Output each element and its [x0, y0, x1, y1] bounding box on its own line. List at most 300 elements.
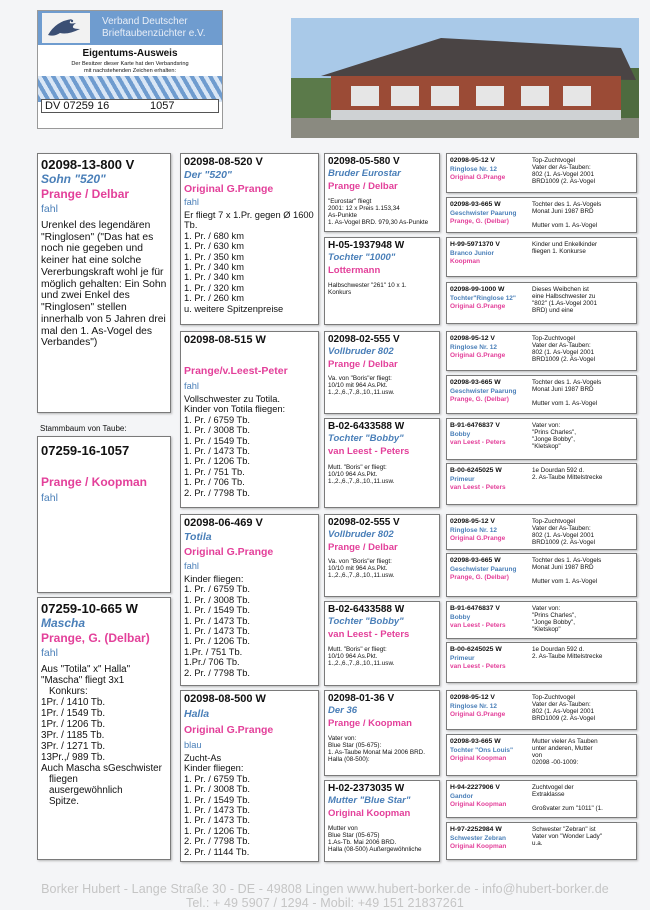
- ancestor-ring: B-02-6433588 W: [328, 604, 405, 615]
- great-grandparent-owner: van Leest - Peters: [450, 439, 506, 446]
- detail-line: 1. Pr. / 320 km: [184, 282, 244, 293]
- granddam-maternal-card: [180, 690, 319, 862]
- ancestor-info: [328, 375, 394, 396]
- great-grandparent-ring: B-00-6245025 W: [450, 646, 502, 653]
- info-line: Blue Star (05-675):: [328, 742, 382, 750]
- info-line: Tochter des 1. As-Vogels: [532, 379, 602, 386]
- info-line: 10/10 964 As.Pkt.: [328, 471, 378, 479]
- great-grandparent-owner: Original G.Prange: [450, 352, 506, 359]
- great-grandparent-info: [532, 826, 636, 847]
- great-grandparent-ring: H-99-5971370 V: [450, 241, 500, 248]
- detail-line: 1. Pr. / 3008 Tb.: [184, 784, 250, 795]
- info-line: "Prins Charles",: [532, 429, 577, 437]
- great-grandparent-name: Ringlose Nr. 12: [450, 703, 497, 710]
- dove-logo-icon: [42, 13, 90, 43]
- info-line: As-Punkte: [328, 212, 358, 220]
- great-grandparent-name: Geschwister Paarung: [450, 388, 517, 395]
- detail-line: 2. Pr. / 7798 Tb.: [184, 836, 250, 847]
- info-line: Halla (08-500) Außergewöhnliche: [328, 846, 422, 854]
- great-grandparent-card: [446, 734, 637, 776]
- dam-line: Aus "Totila" x" Halla": [41, 664, 131, 675]
- great-grandparent-card: [446, 463, 637, 505]
- info-line: [532, 798, 636, 805]
- great-grandparent-info: [532, 157, 636, 185]
- info-line: 802 (1. As-Vogel 2001: [532, 171, 594, 179]
- info-line: Monat Juni 1987 BRD: [532, 564, 594, 572]
- great-grandparent-owner: van Leest - Peters: [450, 663, 506, 670]
- info-line: Halbschwester "261" 10 x 1.: [328, 282, 407, 289]
- info-line: Top-Zuchtvogel: [532, 518, 576, 525]
- detail-line: Er fliegt 7 x 1.Pr. gegen Ø 1600: [184, 210, 314, 220]
- info-line: Vater von "Wonder Lady": [532, 833, 603, 841]
- info-line: 1e Dourdan 592 d.: [532, 646, 585, 653]
- sire-ring: 02098-13-800 V: [41, 157, 135, 172]
- grandsire-owner: Original G.Prange: [184, 183, 274, 195]
- info-line: Blue Star (05-675): [328, 832, 380, 840]
- great-grandparent-name: Schwester Zebran: [450, 835, 506, 842]
- detail-line: Kinder von Totila fliegen:: [184, 404, 286, 415]
- info-line: 1. As-Vogel BRD. 979,30 As-Punkte: [328, 219, 429, 227]
- ancestor-ring: H-05-1937948 W: [328, 240, 405, 251]
- info-line: Monat Juni 1987 BRD: [532, 208, 594, 216]
- info-line: Mutter vom 1. As-Vogel: [532, 578, 598, 586]
- info-line: Mutter vom 1. As-Vogel: [532, 400, 598, 408]
- grandsire-maternal-name: Totila: [184, 531, 212, 543]
- info-line: 2. As-Taube Mittelstrecke: [532, 474, 603, 482]
- info-line: Schwester "Zebran" ist: [532, 826, 596, 833]
- sire-name: Sohn "520": [41, 172, 106, 186]
- info-line: Vater von:: [532, 422, 561, 429]
- great-grandparent-owner: Prange, G. (Delbar): [450, 574, 509, 581]
- info-line: 2001: 12 x Preis 1.153,34: [328, 205, 400, 213]
- pigeon-card: [37, 436, 171, 593]
- ancestor-ring: 02098-02-555 V: [328, 334, 400, 345]
- granddam-maternal-owner: Original G.Prange: [184, 724, 274, 736]
- grandsire-maternal-card: [180, 514, 319, 686]
- info-line: u.a.: [532, 840, 543, 848]
- ring-number: DV 07259 16: [45, 100, 110, 112]
- detail-line: 1. Pr. / 340 km: [184, 272, 244, 283]
- footer-phone: Tel.: + 49 5907 / 1294 - Mobil: +49 151 21837261: [186, 896, 464, 910]
- ancestor-owner: Prange / Delbar: [328, 359, 398, 370]
- great-grandparent-info: [532, 467, 636, 481]
- info-line: Großvater zum "1011" (1.: [532, 805, 603, 813]
- grandsire-maternal-color: fahl: [184, 561, 199, 571]
- great-grandparent-owner: Prange, G. (Delbar): [450, 396, 509, 403]
- grandsire-name: Der "520": [184, 169, 232, 181]
- ancestor-ring: 02098-01-36 V: [328, 693, 395, 704]
- ancestor-info: [328, 558, 394, 579]
- info-line: "802" (1.As-Vogel 2001: [532, 300, 598, 308]
- detail-line: Kinder fliegen:: [184, 763, 244, 774]
- pigeon-color: fahl: [41, 492, 58, 504]
- detail-line: 1. Pr. / 6759 Tb.: [184, 414, 250, 425]
- great-grandparent-name: Ringlose Nr. 12: [450, 166, 497, 173]
- grandsire-ring: 02098-08-520 V: [184, 156, 263, 168]
- grandsire-details: [184, 210, 314, 314]
- grandsire-maternal-owner: Original G.Prange: [184, 546, 274, 558]
- detail-line: 1. Pr. / 630 km: [184, 241, 244, 252]
- ancestor-info: [328, 282, 407, 296]
- great-grandparent-owner: Original Koopman: [450, 801, 507, 808]
- detail-line: 2. Pr. / 7798 Tb.: [184, 487, 250, 498]
- great-grandparent-info: [532, 646, 636, 660]
- info-line: Vater der As-Tauben:: [532, 342, 591, 350]
- great-grandparent-ring: H-97-2252984 W: [450, 826, 502, 833]
- great-grandparent-owner: Original G.Prange: [450, 711, 506, 718]
- sire-description: Urenkel des legendären "Ringlosen" ("Das hat es noch nie gegeben und keiner hat eine solche Vererbungskraft wohl je für möglich gehalten: Ein Sohn und zwei Enkel des "Ringlosen" stellen innerhalb von 5 Jahren drei mal den 1. As-Vogel des Verbandes"): [41, 220, 167, 349]
- ancestor-card: [324, 237, 440, 325]
- card-text-line1: Der Besitzer dieser Karte hat den Verbandsring: [71, 61, 189, 67]
- ancestor-card: [324, 601, 440, 686]
- dam-color: fahl: [41, 647, 58, 659]
- info-line: 1e Dourdan 592 d.: [532, 467, 585, 474]
- detail-line: 1.Pr./ 706 Tb.: [184, 657, 240, 668]
- dam-line: ausergewöhnlich: [49, 784, 123, 796]
- great-grandparent-owner: van Leest - Peters: [450, 484, 506, 491]
- ancestor-info: [328, 464, 394, 485]
- info-line: Top-Zuchtvogel: [532, 335, 576, 342]
- great-grandparent-card: [446, 601, 637, 639]
- great-grandparent-name: Primeur: [450, 655, 475, 662]
- great-grandparent-owner: Original Koopman: [450, 843, 507, 850]
- great-grandparent-name: Tochter"Ringlose 12": [450, 295, 516, 302]
- ancestor-owner: Original Koopman: [328, 808, 411, 819]
- dam-line: 3Pr. / 1185 Tb.: [41, 729, 105, 741]
- dam-owner: Prange, G. (Delbar): [41, 631, 150, 645]
- footer-address: Borker Hubert - Lange Straße 30 - DE - 49808 Lingen www.hubert-borker.de - info@hubert-borker.de: [41, 882, 609, 896]
- detail-line: 1. Pr. / 260 km: [184, 293, 244, 304]
- ancestor-name: Der 36: [328, 705, 358, 716]
- dam-line: Spitze.: [49, 795, 79, 807]
- detail-line: 2. Pr. / 1144 Tb.: [184, 846, 250, 857]
- info-line: 1.,2.,6.,7.,8.,10.,11.usw.: [328, 572, 395, 580]
- great-grandparent-card: [446, 237, 637, 277]
- great-grandparent-card: [446, 418, 637, 460]
- dam-line: 1Pr. / 1410 Tb.: [41, 696, 106, 708]
- great-grandparent-info: [532, 605, 636, 633]
- granddam-maternal-color: blau: [184, 740, 202, 750]
- info-line: 10/10 mit 964 As.Pkt.: [328, 382, 388, 390]
- info-line: 2. As-Taube Mittelstrecke: [532, 653, 603, 661]
- ancestor-owner: Prange / Delbar: [328, 542, 398, 553]
- ancestor-ring: 02098-05-580 V: [328, 156, 400, 167]
- ancestor-card: [324, 153, 440, 232]
- info-line: "Jonge Bobby",: [532, 619, 575, 627]
- info-line: Zuchtvogel der: [532, 784, 574, 791]
- detail-line: 1.Pr. / 751 Tb.: [184, 646, 243, 657]
- info-line: Vater der As-Tauben:: [532, 701, 591, 709]
- detail-line: 1. Pr. / 6759 Tb.: [184, 773, 250, 784]
- ancestor-card: [324, 514, 440, 597]
- detail-line: 1. Pr. / 6759 Tb.: [184, 584, 250, 595]
- org-name-line1: Verband Deutscher: [102, 16, 188, 27]
- dam-line: "Mascha" fliegt 3x1: [41, 674, 125, 686]
- great-grandparent-card: [446, 375, 637, 414]
- grandsire-color: fahl: [184, 197, 199, 207]
- grandsire-maternal-details: [184, 574, 250, 678]
- info-line: Vater von:: [328, 735, 357, 742]
- detail-line: 1. Pr. / 1206 Tb.: [184, 456, 250, 467]
- info-line: "Kletskop": [532, 443, 561, 451]
- card-title: Eigentums-Ausweis: [82, 48, 178, 59]
- great-grandparent-ring: 02098-93-665 W: [450, 557, 501, 564]
- info-line: Mutter vieler As Tauben: [532, 738, 598, 745]
- ancestor-ring: B-02-6433588 W: [328, 421, 405, 432]
- info-line: 1.,2.,6.,7.,8.,10.,11.usw.: [328, 389, 395, 397]
- dam-line: 3Pr. / 1271 Tb.: [41, 740, 106, 752]
- info-line: "Prins Charles",: [532, 612, 577, 620]
- great-grandparent-owner: Prange, G. (Delbar): [450, 218, 509, 225]
- info-line: Vater der As-Tauben:: [532, 164, 591, 172]
- great-grandparent-owner: Original G.Prange: [450, 303, 506, 310]
- info-line: 1.As-Tb. Mai 2006 BRD.: [328, 839, 397, 847]
- ancestor-owner: Lottermann: [328, 265, 381, 276]
- info-line: Dieses Weibchen ist: [532, 286, 589, 293]
- info-line: 02098 -00-1009:: [532, 759, 579, 767]
- ancestor-ring: H-02-2373035 W: [328, 783, 405, 794]
- info-line: Konkurs: [328, 289, 352, 297]
- great-grandparent-name: Ringlose Nr. 12: [450, 344, 497, 351]
- great-grandparent-info: [532, 241, 636, 255]
- info-line: Mutt. "Boris" er fliegt:: [328, 464, 387, 471]
- loft-photo: [291, 18, 639, 138]
- detail-line: 1. Pr. / 1206 Tb.: [184, 825, 250, 836]
- ancestor-owner: van Leest - Peters: [328, 446, 410, 457]
- great-grandparent-card: [446, 780, 637, 818]
- info-line: fliegen 1. Konkurse: [532, 248, 586, 256]
- great-grandparent-owner: Original Koopman: [450, 755, 507, 762]
- ancestor-ring: 02098-02-555 V: [328, 517, 400, 528]
- great-grandparent-ring: 02098-93-665 W: [450, 738, 501, 745]
- detail-line: 1. Pr. / 1549 Tb.: [184, 605, 250, 616]
- great-grandparent-owner: Original G.Prange: [450, 174, 506, 181]
- granddam-ring: 02098-08-515 W: [184, 334, 266, 346]
- info-line: "Eurostar" fliegt: [328, 198, 372, 205]
- card-text-line2: mit nachstehenden Zeichen erhalten:: [83, 68, 177, 74]
- ancestor-name: Tochter "1000": [328, 252, 396, 263]
- great-grandparent-info: [532, 335, 636, 363]
- dam-line: fliegen: [49, 773, 78, 785]
- sire-color: fahl: [41, 203, 58, 215]
- dam-card: [37, 597, 171, 860]
- info-line: Vater von:: [532, 605, 561, 612]
- org-name-line2: Brieftaubenzüchter e.V.: [102, 28, 206, 39]
- info-line: BRD1009 (2. As-Vogel: [532, 178, 596, 186]
- info-line: [532, 571, 636, 578]
- info-line: 1.,2.,6.,7.,8.,10.,11.usw.: [328, 478, 395, 486]
- ancestor-info: [328, 735, 425, 763]
- detail-line: 1. Pr. / 680 km: [184, 230, 244, 241]
- detail-line: u. weitere Spitzenpreise: [184, 303, 284, 314]
- detail-line: Vollschwester zu Totila.: [184, 394, 280, 404]
- great-grandparent-info: [532, 286, 636, 314]
- great-grandparent-info: [532, 694, 636, 722]
- detail-line: 1. Pr. / 350 km: [184, 251, 244, 262]
- great-grandparent-name: Bobby: [450, 431, 471, 438]
- great-grandparent-ring: 02098-99-1000 W: [450, 286, 505, 293]
- info-line: unter anderen, Mutter: [532, 745, 593, 753]
- card-header: [38, 11, 222, 45]
- info-line: BRD1009 (2. As-Vogel: [532, 715, 596, 723]
- great-grandparent-info: [532, 738, 636, 766]
- dam-details: [41, 665, 162, 808]
- info-line: Vater der As-Tauben:: [532, 525, 591, 533]
- great-grandparent-info: [532, 379, 636, 407]
- info-line: Kinder und Enkelkinder: [532, 241, 598, 248]
- great-grandparent-owner: Koopman: [450, 258, 480, 265]
- stammbaum-label: Stammbaum von Taube:: [40, 424, 127, 433]
- detail-line: 1. Pr. / 1473 Tb.: [184, 626, 250, 637]
- ancestor-name: Tochter "Bobby": [328, 616, 404, 627]
- detail-line: Zucht-As: [184, 753, 222, 763]
- info-line: BRD) und eine: [532, 307, 574, 315]
- great-grandparent-card: [446, 514, 637, 550]
- info-line: "Jonge Bobby",: [532, 436, 575, 444]
- detail-line: 1. Pr. / 1549 Tb.: [184, 435, 250, 446]
- info-line: eine Halbschwester zu: [532, 293, 596, 301]
- dam-name: Mascha: [41, 616, 86, 630]
- great-grandparent-card: [446, 282, 637, 324]
- ancestor-name: Tochter "Bobby": [328, 433, 404, 444]
- info-line: BRD1009 (2. As-Vogel: [532, 539, 596, 547]
- great-grandparent-ring: B-00-6245025 W: [450, 467, 502, 474]
- great-grandparent-info: [532, 557, 636, 585]
- detail-line: 1. Pr. / 1473 Tb.: [184, 815, 250, 826]
- ancestor-name: Vollbruder 802: [328, 529, 394, 540]
- great-grandparent-card: [446, 690, 637, 730]
- granddam-maternal-details: [184, 753, 250, 857]
- detail-line: 1. Pr. / 706 Tb.: [184, 477, 245, 488]
- great-grandparent-info: [532, 518, 636, 546]
- grandsire-card: [180, 153, 319, 325]
- granddam-card: [180, 331, 319, 508]
- great-grandparent-ring: B-91-6476837 V: [450, 605, 500, 612]
- great-grandparent-card: [446, 642, 637, 683]
- great-grandparent-info: [532, 422, 636, 450]
- info-line: 10/10 964 As.Pkt.: [328, 653, 378, 661]
- ancestor-card: [324, 690, 440, 776]
- dam-line: Konkurs:: [49, 685, 88, 697]
- info-line: Top-Zuchtvogel: [532, 694, 576, 701]
- ancestor-owner: Prange / Koopman: [328, 718, 412, 729]
- detail-line: 1. Pr. / 3008 Tb.: [184, 425, 250, 436]
- sire-owner: Prange / Delbar: [41, 187, 130, 201]
- pigeon-ring: 07259-16-1057: [41, 443, 130, 458]
- ancestor-name: Vollbruder 802: [328, 346, 394, 357]
- detail-line: 1. Pr. / 340 km: [184, 262, 244, 273]
- info-line: Mutter von: [328, 825, 358, 832]
- ancestor-owner: van Leest - Peters: [328, 629, 410, 640]
- great-grandparent-ring: 02098-95-12 V: [450, 335, 495, 342]
- great-grandparent-card: [446, 197, 637, 233]
- detail-line: 1. Pr. / 1473 Tb.: [184, 805, 250, 816]
- great-grandparent-name: Primeur: [450, 476, 475, 483]
- granddam-maternal-ring: 02098-08-500 W: [184, 693, 266, 705]
- great-grandparent-card: [446, 153, 637, 193]
- ancestor-info: [328, 825, 421, 853]
- dam-line: 1Pr. / 1206 Tb.: [41, 718, 106, 730]
- info-line: Mutt. "Boris" er fliegt:: [328, 646, 387, 653]
- info-line: Monat Juni 1987 BRD: [532, 386, 594, 394]
- info-line: 802 (1. As-Vogel 2001: [532, 532, 594, 540]
- ancestor-info: [328, 198, 428, 226]
- info-line: 1.,2.,6.,7.,8.,10.,11.usw.: [328, 660, 395, 668]
- great-grandparent-ring: B-91-6476837 V: [450, 422, 500, 429]
- granddam-owner: Prange/v.Leest-Peter: [184, 365, 288, 377]
- info-line: 1. As-Taube Monat Mai 2006 BRD.: [328, 749, 425, 757]
- detail-line: 1. Pr. / 1473 Tb.: [184, 446, 250, 457]
- info-line: Tochter des 1. As-Vogels: [532, 201, 602, 208]
- loft-photo-image: [291, 18, 639, 138]
- great-grandparent-name: Gandor: [450, 793, 474, 800]
- info-line: 802 (1. As-Vogel 2001: [532, 708, 594, 716]
- info-line: Va. von "Boris"er fliegt:: [328, 558, 392, 565]
- dam-line: 1Pr. / 1549 Tb.: [41, 707, 106, 719]
- great-grandparent-name: Geschwister Paarung: [450, 566, 517, 573]
- great-grandparent-info: [532, 784, 636, 812]
- info-line: BRD1009 (2. As-Vogel: [532, 356, 596, 364]
- great-grandparent-info: [532, 201, 636, 229]
- sire-card: [37, 153, 171, 413]
- great-grandparent-name: Branco Junior: [450, 250, 495, 257]
- great-grandparent-name: Bobby: [450, 614, 471, 621]
- ancestor-card: [324, 418, 440, 508]
- info-line: 802 (1. As-Vogel 2001: [532, 349, 594, 357]
- dam-line: Auch Mascha sGeschwister: [41, 762, 162, 774]
- great-grandparent-ring: 02098-95-12 V: [450, 694, 495, 701]
- ancestor-owner: Prange / Delbar: [328, 181, 398, 192]
- detail-line: 1. Pr. / 1549 Tb.: [184, 794, 250, 805]
- info-line: Tochter des 1. As-Vogels: [532, 557, 602, 564]
- info-line: Top-Zuchtvogel: [532, 157, 576, 164]
- info-line: [532, 215, 636, 222]
- great-grandparent-name: Ringlose Nr. 12: [450, 527, 497, 534]
- ring-box: [41, 99, 219, 113]
- great-grandparent-ring: 02098-93-665 W: [450, 379, 501, 386]
- detail-line: 1. Pr. / 1206 Tb.: [184, 636, 250, 647]
- great-grandparent-ring: H-94-2227906 V: [450, 784, 500, 791]
- great-grandparent-ring: 02098-95-12 V: [450, 157, 495, 164]
- info-line: "Kletskop": [532, 626, 561, 634]
- detail-line: 2. Pr. / 7798 Tb.: [184, 667, 250, 678]
- ancestor-info: [328, 646, 394, 667]
- info-line: Halla (08-500):: [328, 756, 370, 764]
- ancestor-card: [324, 780, 440, 862]
- granddam-maternal-name: Halla: [184, 708, 210, 720]
- great-grandparent-card: [446, 822, 637, 860]
- info-line: Mutter vom 1. As-Vogel: [532, 222, 598, 230]
- great-grandparent-name: Geschwister Paarung: [450, 210, 517, 217]
- granddam-details: [184, 394, 285, 498]
- info-line: 10/10 mit 964 As.Pkt.: [328, 565, 388, 573]
- detail-line: Tb.: [184, 220, 198, 231]
- detail-line: 1. Pr. / 1473 Tb.: [184, 615, 250, 626]
- info-line: von: [532, 752, 543, 760]
- great-grandparent-ring: 02098-95-12 V: [450, 518, 495, 525]
- great-grandparent-ring: 02098-93-665 W: [450, 201, 501, 208]
- ancestor-card: [324, 331, 440, 414]
- detail-line: Kinder fliegen:: [184, 574, 244, 584]
- great-grandparent-owner: Original G.Prange: [450, 535, 506, 542]
- great-grandparent-name: Tochter "Ons Louis": [450, 747, 514, 754]
- info-line: Extraklasse: [532, 791, 565, 799]
- grandsire-maternal-ring: 02098-06-469 V: [184, 517, 263, 529]
- ownership-card: [37, 10, 223, 129]
- dam-ring: 07259-10-665 W: [41, 601, 138, 616]
- dam-line: 13Pr.,/ 989 Tb.: [41, 751, 106, 763]
- detail-line: 1. Pr. / 3008 Tb.: [184, 594, 250, 605]
